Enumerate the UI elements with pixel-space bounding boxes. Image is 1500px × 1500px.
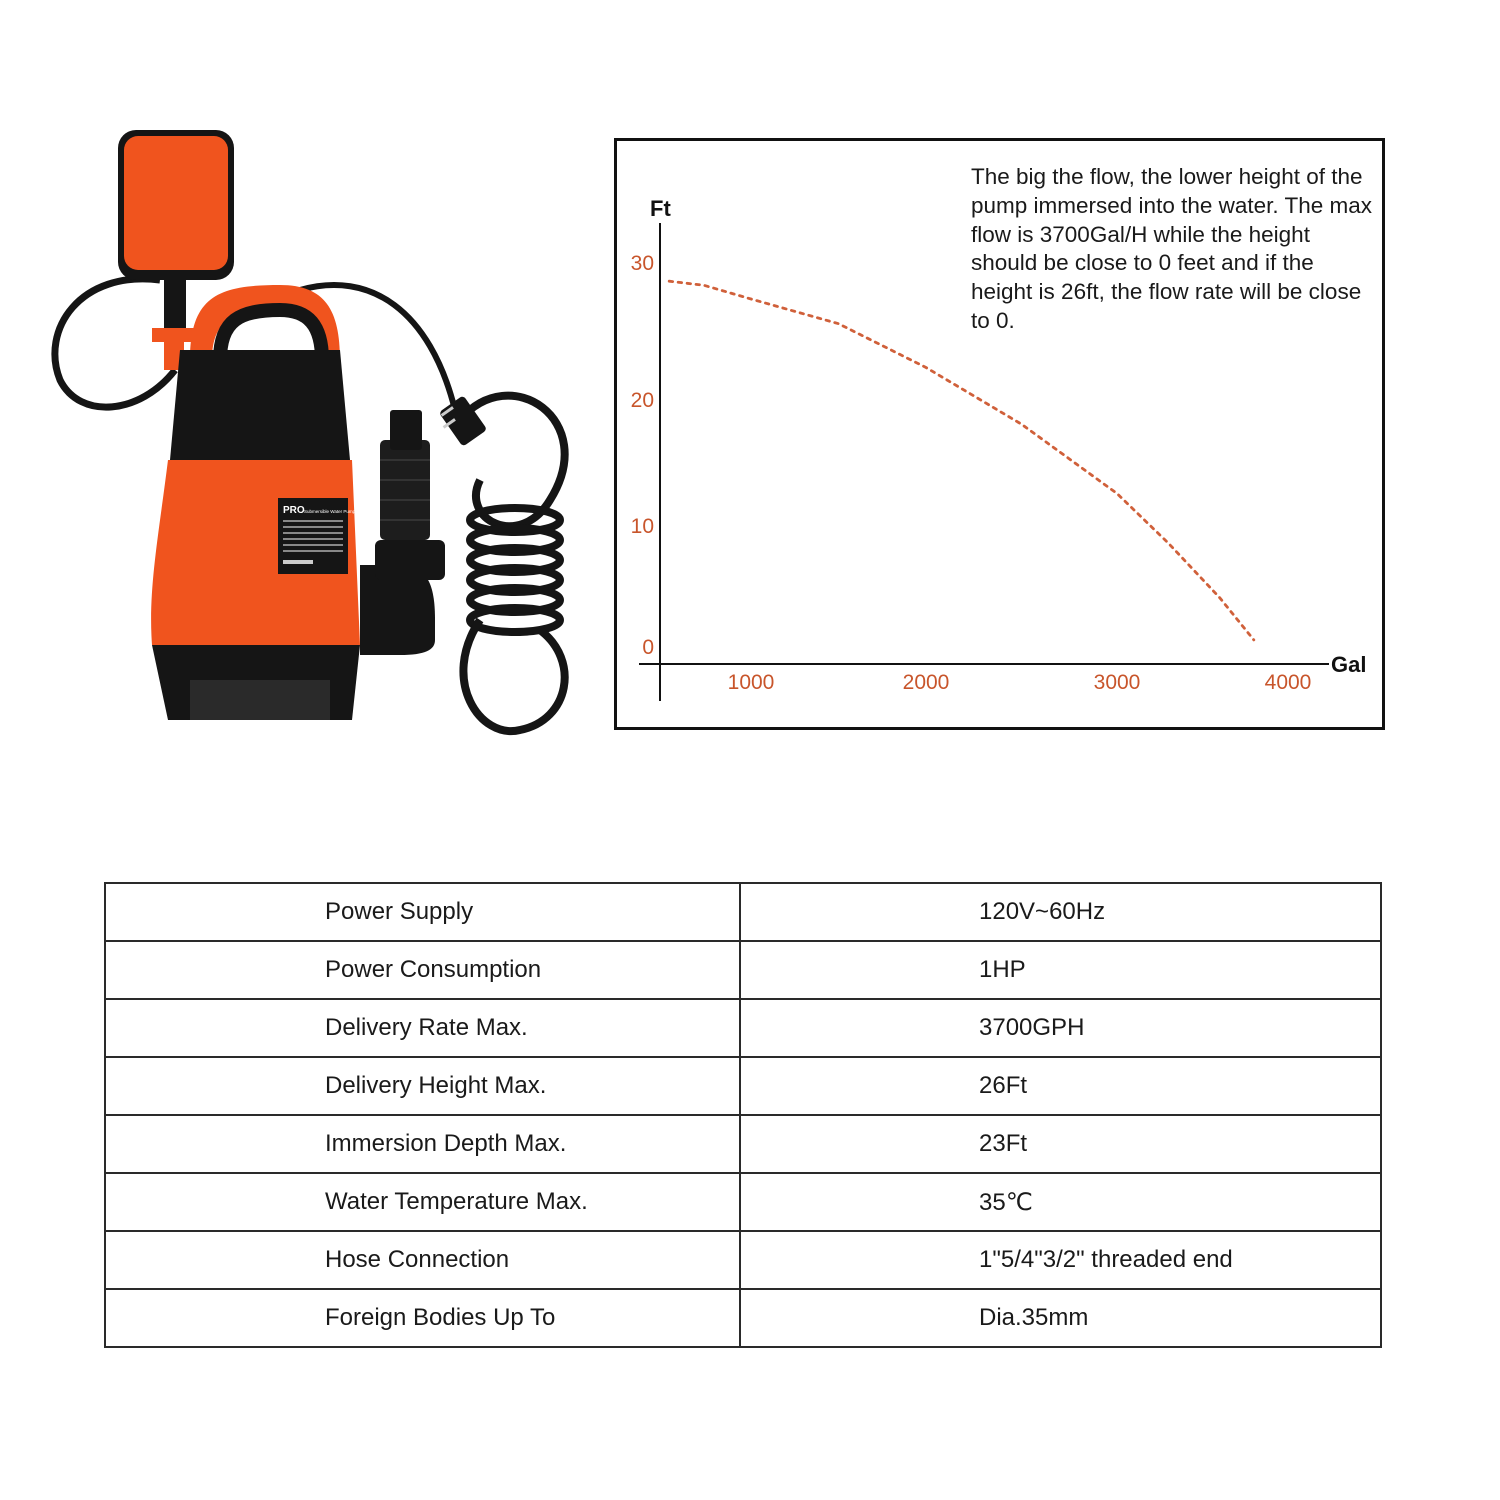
x-tick-1000: 1000 <box>727 671 775 694</box>
spec-value: 23Ft <box>740 1115 1381 1173</box>
pump-illustration <box>40 120 580 760</box>
spec-value: 1HP <box>740 941 1381 999</box>
spec-value: 1"5/4"3/2" threaded end <box>740 1231 1381 1289</box>
x-tick-2000: 2000 <box>902 671 950 694</box>
spec-row <box>105 999 1381 1057</box>
spec-label: Power Consumption <box>105 941 740 999</box>
x-tick-3000: 3000 <box>1093 671 1141 694</box>
spec-row <box>105 1173 1381 1231</box>
x-tick-labels <box>728 671 1312 694</box>
spec-label: Delivery Height Max. <box>105 1057 740 1115</box>
spec-table <box>104 882 1382 1348</box>
spec-label: Hose Connection <box>105 1231 740 1289</box>
spec-row <box>105 883 1381 941</box>
spec-value: 26Ft <box>740 1057 1381 1115</box>
spec-value: 3700GPH <box>740 999 1381 1057</box>
spec-value: 35℃ <box>740 1173 1381 1231</box>
spec-value: Dia.35mm <box>740 1289 1381 1347</box>
performance-chart <box>614 138 1385 730</box>
chart-annotation: The big the flow, the lower height of the pump immersed into the water. The max flow is 3700Gal/H while the height should be close to 0 feet and if the height is 26ft, the flow rate will be close to 0. <box>971 164 1373 333</box>
x-tick-4000: 4000 <box>1264 671 1312 694</box>
y-tick-20: 20 <box>630 389 654 412</box>
spec-label: Power Supply <box>105 883 740 941</box>
y-tick-30: 30 <box>630 252 654 275</box>
spec-label: Water Temperature Max. <box>105 1173 740 1231</box>
coiled-cable <box>460 396 565 731</box>
spec-row <box>105 1231 1381 1289</box>
spec-row <box>105 1289 1381 1347</box>
spec-row <box>105 1057 1381 1115</box>
pump-upper-body <box>170 350 350 460</box>
spec-row <box>105 941 1381 999</box>
float-cable <box>55 279 175 407</box>
spec-label: Delivery Rate Max. <box>105 999 740 1057</box>
spec-row <box>105 1115 1381 1173</box>
spec-label: Immersion Depth Max. <box>105 1115 740 1173</box>
y-axis-label: Ft <box>650 196 671 221</box>
spec-label: Foreign Bodies Up To <box>105 1289 740 1347</box>
y-tick-10: 10 <box>630 515 654 538</box>
pump-label <box>278 498 356 574</box>
spec-value: 120V~60Hz <box>740 883 1381 941</box>
y-tick-0: 0 <box>642 636 654 659</box>
pump-label-brand: PRO <box>283 505 305 516</box>
pump-label-title: Submersible Water Pump <box>304 509 356 514</box>
y-tick-labels <box>631 252 654 659</box>
outlet-elbow <box>360 410 445 655</box>
x-axis-label: Gal <box>1331 652 1367 677</box>
